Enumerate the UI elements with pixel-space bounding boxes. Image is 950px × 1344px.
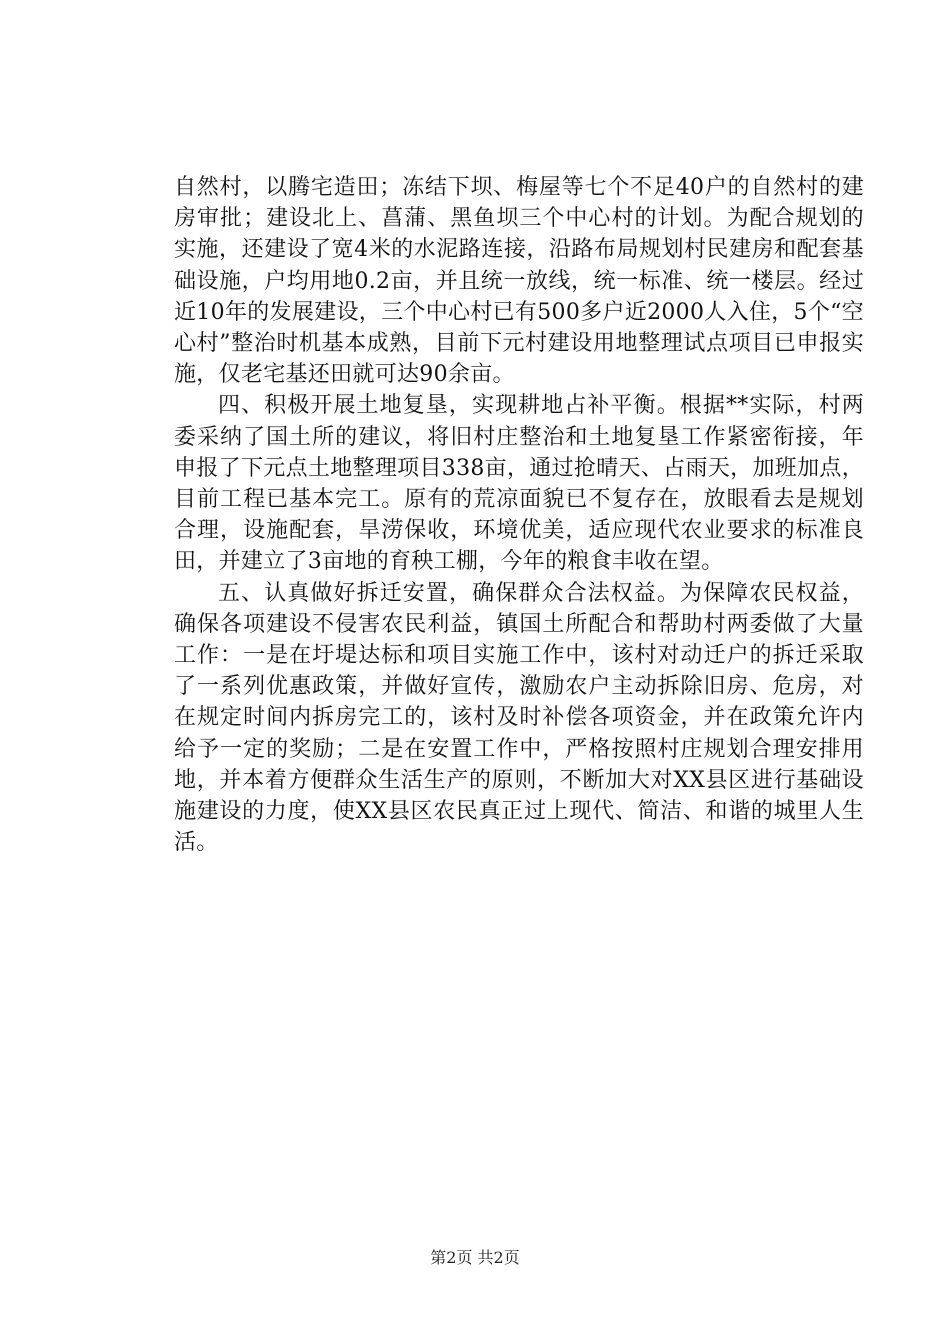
- page-footer: 第2页 共2页: [430, 1248, 520, 1267]
- paragraph-2: 四、积极开展土地复垦，实现耕地占补平衡。根据**实际，村两委采纳了国土所的建议，将旧村庄整治和土地复垦工作紧密衔接，年申报了下元点土地整理项目338亩，通过抢晴天、占雨天，加班加点，目前工程已基本完工。原有的荒凉面貌已不复存在，放眼看去是规划合理，设施配套，旱涝保收，环境优美，适应现代农业要求的标准良田，并建立了3亩地的育秧工棚，今年的粮食丰收在望。: [174, 393, 864, 575]
- paragraph-3: 五、认真做好拆迁安置，确保群众合法权益。为保障农民权益，确保各项建设不侵害农民利益，镇国土所配合和帮助村两委做了大量工作：一是在圩堤达标和项目实施工作中，该村对动迁户的拆迁采取了一系列优惠政策，并做好宣传，激励农户主动拆除旧房、危房，对在规定时间内拆房完工的，该村及时补偿各项资金，并在政策允许内给予一定的奖励；二是在安置工作中，严格按照村庄规划合理安排用地，并本着方便群众生活生产的原则，不断加大对XX县区进行基础设施建设的力度，使XX县区农民真正过上现代、简洁、和谐的城里人生活。: [174, 580, 864, 856]
- paragraph-1: 自然村，以腾宅造田；冻结下坝、梅屋等七个不足40户的自然村的建房审批；建设北上、菖蒲、黑鱼坝三个中心村的计划。为配合规划的实施，还建设了宽4米的水泥路连接，沿路布局规划村民建房和配套基础设施，户均用地0.2亩，并且统一放线，统一标准、统一楼层。经过近10年的发展建设，三个中心村已有500多户近2000人入住，5个“空心村”整治时机基本成熟，目前下元村建设用地整理试点项目已申报实施，仅老宅基还田就可达90余亩。: [174, 175, 864, 388]
- document-body: [174, 172, 864, 858]
